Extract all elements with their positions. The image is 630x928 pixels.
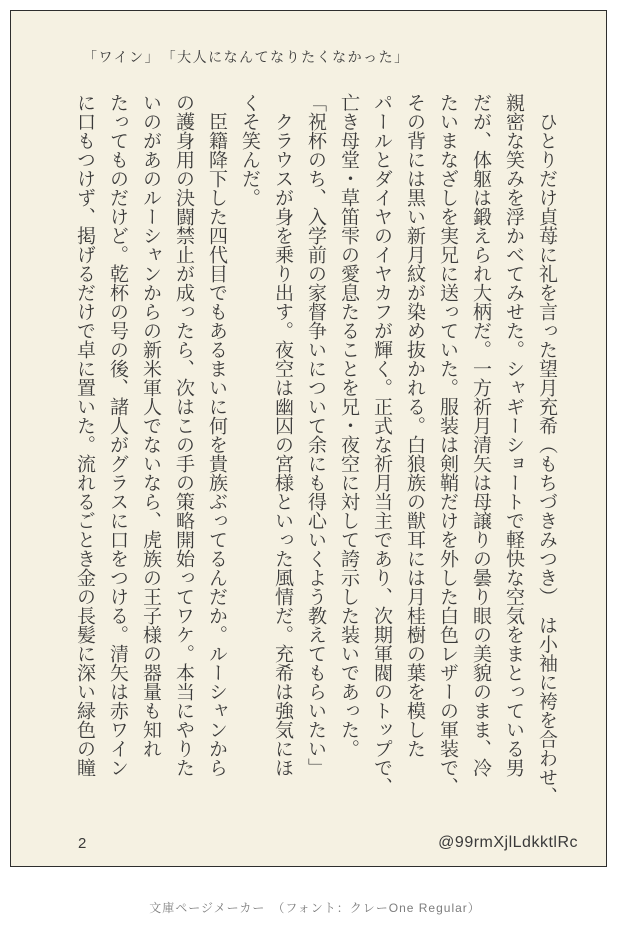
text-column: その背には黒い新月紋が染め抜かれる。白狼族の獣耳には月桂樹の葉を模した xyxy=(404,93,425,758)
text-column: の護身用の決闘禁止が成ったら、次はこの手の策略開始ってワケ。本当にやりた xyxy=(173,93,194,777)
text-column: 「祝杯のち、入学前の家督争いについて余にも得心いくよう教えてもらいたい」 xyxy=(305,93,326,777)
text-column: たいまなざしを実兄に送っていた。服装は剣鞘だけを外した白色レザーの軍装で、 xyxy=(437,93,458,796)
page-number: 2 xyxy=(78,835,87,852)
book-page xyxy=(10,10,607,867)
body-text xyxy=(68,93,563,821)
text-column: に口もつけず、掲げるだけで卓に置いた。流れるごとき金の長髪に深い緑色の瞳 xyxy=(74,93,95,777)
text-column: 亡き母堂・草笛雫の愛息たることを兄・夜空に対して誇示した装いであった。 xyxy=(338,93,359,758)
text-column: ひとりだけ貞苺に礼を言った望月充希（もちづきみつき） は小袖に袴を合わせ、 xyxy=(536,93,557,806)
text-column: くそ笑んだ。 xyxy=(239,93,260,207)
text-column: 親密な笑みを浮かべてみせた。シャギーショートで軽快な空気をまとっている男 xyxy=(503,93,524,777)
text-column: いのがあのルーシャンからの新米軍人でないなら、虎族の王子様の器量も知れ xyxy=(140,93,161,758)
text-column: クラウスが身を乗り出す。夜空は幽囚の宮様といった風情だ。充希は強気にほ xyxy=(272,93,293,777)
footer-credit: 文庫ページメーカー （フォント：クレーOne Regular） xyxy=(149,901,481,915)
page-header-title: 「ワイン」 「大人になんてなりたくなかった」 xyxy=(83,49,410,65)
text-column: 臣籍降下した四代目でもあるまいに何を貴族ぶってるんだか。ルーシャンから xyxy=(206,93,227,777)
text-column: パールとダイヤのイヤカフが輝く。正式な祈月当主であり、次期軍閥のトップで、 xyxy=(371,93,392,796)
author-handle: @99rmXjlLdkktlRc xyxy=(438,834,578,851)
text-column: だが、体躯は鍛えられ大柄だ。一方祈月清矢は母譲りの曇り眼の美貌のまま、冷 xyxy=(470,93,491,777)
text-column: たってものだけど。乾杯の号の後、諸人がグラスに口をつける。清矢は赤ワイン xyxy=(107,93,128,777)
